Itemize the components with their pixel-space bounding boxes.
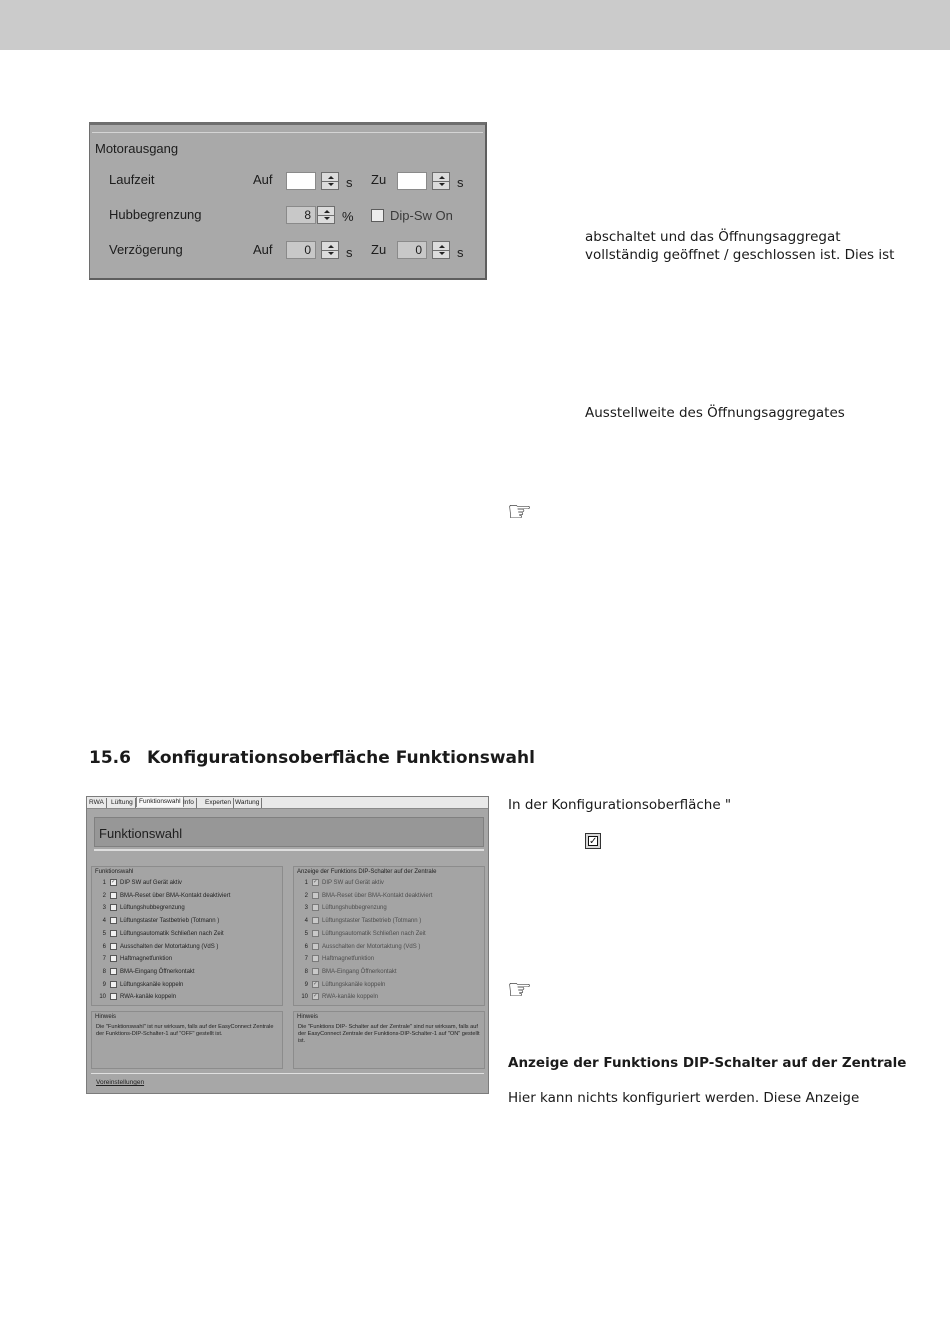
paragraph-line: vollständig geöffnet / geschlossen ist. Dies ist xyxy=(585,247,895,263)
laufzeit-auf-stepper[interactable] xyxy=(321,172,339,190)
item-checkbox xyxy=(312,943,319,950)
laufzeit-zu-label: Zu xyxy=(371,172,387,187)
tab-funktionswahl[interactable]: Funktionswahl xyxy=(136,796,184,807)
laufzeit-auf-unit: s xyxy=(346,175,353,190)
item-checkbox[interactable] xyxy=(110,955,117,962)
motorausgang-panel xyxy=(89,122,487,280)
item-label: Haftmagnetfunktion xyxy=(120,956,173,963)
header-band xyxy=(0,0,950,50)
hubbegrenzung-input[interactable]: 8 xyxy=(286,206,316,224)
item-number: 8 xyxy=(304,968,308,975)
item-number: 5 xyxy=(102,930,106,937)
item-label: DIP SW auf Gerät aktiv xyxy=(322,880,384,886)
paragraph-line: In der Konfigurationsoberfläche " xyxy=(508,797,732,813)
verzoegerung-auf-label: Auf xyxy=(253,242,273,257)
verzoegerung-zu-input[interactable]: 0 xyxy=(397,241,427,259)
tab-lueftung[interactable]: Lüftung xyxy=(109,798,136,808)
list-item xyxy=(92,891,280,903)
item-label: Ausschalten der Motortaktung (VdS ) xyxy=(120,943,219,950)
list-item xyxy=(294,916,482,928)
voreinstellungen-link[interactable]: Voreinstellungen xyxy=(96,1079,145,1086)
laufzeit-zu-stepper[interactable] xyxy=(432,172,450,190)
list-item xyxy=(92,980,280,992)
list-item xyxy=(92,954,280,966)
subheading: Anzeige der Funktions DIP-Schalter auf der Zentrale xyxy=(508,1055,907,1071)
item-label: Lüftungshubbegrenzung xyxy=(322,905,387,912)
item-label: Ausschalten der Motortaktung (VdS ) xyxy=(322,943,421,950)
funktionswahl-header xyxy=(94,817,484,847)
item-number: 1 xyxy=(304,880,308,886)
item-label: Lüftungsautomatik Schließen nach Zeit xyxy=(120,930,224,937)
item-number: 9 xyxy=(102,981,106,988)
item-checkbox[interactable] xyxy=(110,930,117,937)
item-checkbox[interactable] xyxy=(110,981,117,988)
item-number: 3 xyxy=(304,905,308,912)
paragraph-line: Ausstellweite des Öffnungsaggregates xyxy=(585,405,845,421)
verzoegerung-auf-input[interactable]: 0 xyxy=(286,241,316,259)
list-item xyxy=(92,878,280,890)
item-label: Lüftungskanäle koppeln xyxy=(120,981,184,988)
laufzeit-zu-input[interactable] xyxy=(397,172,427,190)
item-checkbox[interactable] xyxy=(110,993,117,1000)
hint-right-title: Hinweis xyxy=(297,1014,319,1020)
list-item xyxy=(294,942,482,954)
list-item xyxy=(92,942,280,954)
right-box-title: Anzeige der Funktions DIP-Schalter auf der Zentrale xyxy=(297,869,437,875)
item-label: RWA-kanäle koppeln xyxy=(322,994,379,1001)
dip-sw-on-label: Dip-Sw On xyxy=(390,208,453,223)
section-title: Konfigurationsoberfläche Funktionswahl xyxy=(147,748,535,768)
hint-right-box xyxy=(293,1011,485,1069)
section-number: 15.6 xyxy=(89,748,131,768)
list-item xyxy=(92,903,280,915)
verzoegerung-label: Verzögerung xyxy=(109,242,183,257)
item-number: 4 xyxy=(102,918,106,925)
hubbegrenzung-unit: % xyxy=(342,209,354,224)
dip-sw-on-checkbox[interactable] xyxy=(371,209,384,222)
item-number: 7 xyxy=(102,956,106,963)
item-label: DIP SW auf Gerät aktiv xyxy=(120,880,182,886)
item-checkbox xyxy=(312,892,319,899)
hubbegrenzung-stepper[interactable] xyxy=(317,206,335,224)
pointing-hand-icon: ☞ xyxy=(507,495,533,528)
item-checkbox xyxy=(312,930,319,937)
panel-title: Motorausgang xyxy=(95,141,179,156)
tab-wartung[interactable]: Wartung xyxy=(233,798,262,808)
laufzeit-label: Laufzeit xyxy=(109,172,155,187)
item-checkbox xyxy=(312,904,319,911)
item-number: 10 xyxy=(99,994,106,1001)
panel-divider xyxy=(92,132,483,133)
item-label: Lüftungstaster Tastbetrieb (Totmann ) xyxy=(120,918,220,925)
item-checkbox xyxy=(312,917,319,924)
list-item xyxy=(92,967,280,979)
verzoegerung-zu-stepper[interactable] xyxy=(432,241,450,259)
paragraph-line: abschaltet und das Öffnungsaggregat xyxy=(585,229,841,245)
item-number: 6 xyxy=(102,943,106,950)
item-number: 4 xyxy=(304,918,308,925)
list-item xyxy=(294,954,482,966)
item-label: BMA-Eingang Öffnerkontakt xyxy=(120,968,195,975)
item-number: 7 xyxy=(304,956,308,963)
list-item xyxy=(294,967,482,979)
item-checkbox xyxy=(312,968,319,975)
item-number: 8 xyxy=(102,968,106,975)
item-label: BMA-Reset über BMA-Kontakt deaktiviert xyxy=(120,892,231,899)
item-label: Lüftungsautomatik Schließen nach Zeit xyxy=(322,930,426,937)
item-label: Lüftungstaster Tastbetrieb (Totmann ) xyxy=(322,918,422,925)
header-divider xyxy=(94,849,484,851)
list-item xyxy=(294,878,482,890)
section-heading xyxy=(89,748,535,768)
item-number: 10 xyxy=(301,994,308,1001)
left-box-title: Funktionswahl xyxy=(95,869,134,875)
checked-checkbox-icon: ✓ xyxy=(585,833,601,849)
tab-experten[interactable]: Experten xyxy=(203,798,234,808)
header-title: Funktionswahl xyxy=(99,826,183,841)
tab-bar xyxy=(87,797,488,809)
item-number: 5 xyxy=(304,930,308,937)
item-checkbox[interactable] xyxy=(110,904,117,911)
hint-left-text: Die "Funktionswahl" ist nur wirksam, falls auf der EasyConnect Zentrale der Funktions-DIP-Schalter-1 auf "OFF" gestellt ist. xyxy=(96,1024,274,1037)
paragraph-line: Hier kann nichts konfiguriert werden. Diese Anzeige xyxy=(508,1090,860,1106)
list-item xyxy=(294,891,482,903)
item-label: Haftmagnetfunktion xyxy=(322,956,375,963)
verzoegerung-auf-unit: s xyxy=(346,245,353,260)
item-label: Lüftungshubbegrenzung xyxy=(120,905,185,912)
funktionswahl-screenshot xyxy=(86,796,489,1094)
list-item xyxy=(294,929,482,941)
list-item xyxy=(92,929,280,941)
list-item xyxy=(92,992,280,1004)
hubbegrenzung-label: Hubbegrenzung xyxy=(109,207,202,222)
list-item xyxy=(294,903,482,915)
list-item xyxy=(92,916,280,928)
item-number: 1 xyxy=(102,880,106,886)
item-label: Lüftungskanäle koppeln xyxy=(322,981,386,988)
item-checkbox xyxy=(312,955,319,962)
footer-divider xyxy=(91,1073,484,1074)
item-label: BMA-Eingang Öffnerkontakt xyxy=(322,968,397,975)
item-checkbox[interactable] xyxy=(110,917,117,924)
tab-rwa[interactable]: RWA xyxy=(87,798,107,808)
item-checkbox[interactable] xyxy=(110,892,117,899)
dip-schalter-right-box xyxy=(293,866,485,1006)
laufzeit-zu-unit: s xyxy=(457,175,464,190)
list-item xyxy=(294,992,482,1004)
item-checkbox[interactable] xyxy=(110,968,117,975)
item-checkbox: ✓ xyxy=(313,993,319,1000)
list-item xyxy=(294,980,482,992)
verzoegerung-zu-label: Zu xyxy=(371,242,387,257)
item-number: 2 xyxy=(102,892,106,899)
laufzeit-auf-input[interactable] xyxy=(286,172,316,190)
verzoegerung-auf-stepper[interactable] xyxy=(321,241,339,259)
item-number: 3 xyxy=(102,905,106,912)
item-checkbox[interactable] xyxy=(110,943,117,950)
pointing-hand-icon: ☞ xyxy=(507,973,533,1006)
item-number: 9 xyxy=(304,981,308,988)
tab-info[interactable]: Info xyxy=(181,798,197,808)
verzoegerung-zu-unit: s xyxy=(457,245,464,260)
hint-right-text: Die "Funktions DIP- Schalter auf der Zentrale" sind nur wirksam, falls auf der EasyConnect Zentrale der Funktions-DIP-Schalter-1 auf "ON" gestellt ist. xyxy=(298,1024,480,1044)
hint-left-box xyxy=(91,1011,283,1069)
item-label: RWA-kanäle koppeln xyxy=(120,994,177,1001)
item-number: 2 xyxy=(304,892,308,899)
laufzeit-auf-label: Auf xyxy=(253,172,273,187)
funktionswahl-left-box xyxy=(91,866,283,1006)
item-label: BMA-Reset über BMA-Kontakt deaktiviert xyxy=(322,892,433,899)
item-number: 6 xyxy=(304,943,308,950)
item-checkbox: ✓ xyxy=(313,879,319,885)
item-checkbox: ✓ xyxy=(313,980,319,987)
item-checkbox[interactable]: ✓ xyxy=(111,879,117,885)
hint-left-title: Hinweis xyxy=(95,1014,117,1020)
